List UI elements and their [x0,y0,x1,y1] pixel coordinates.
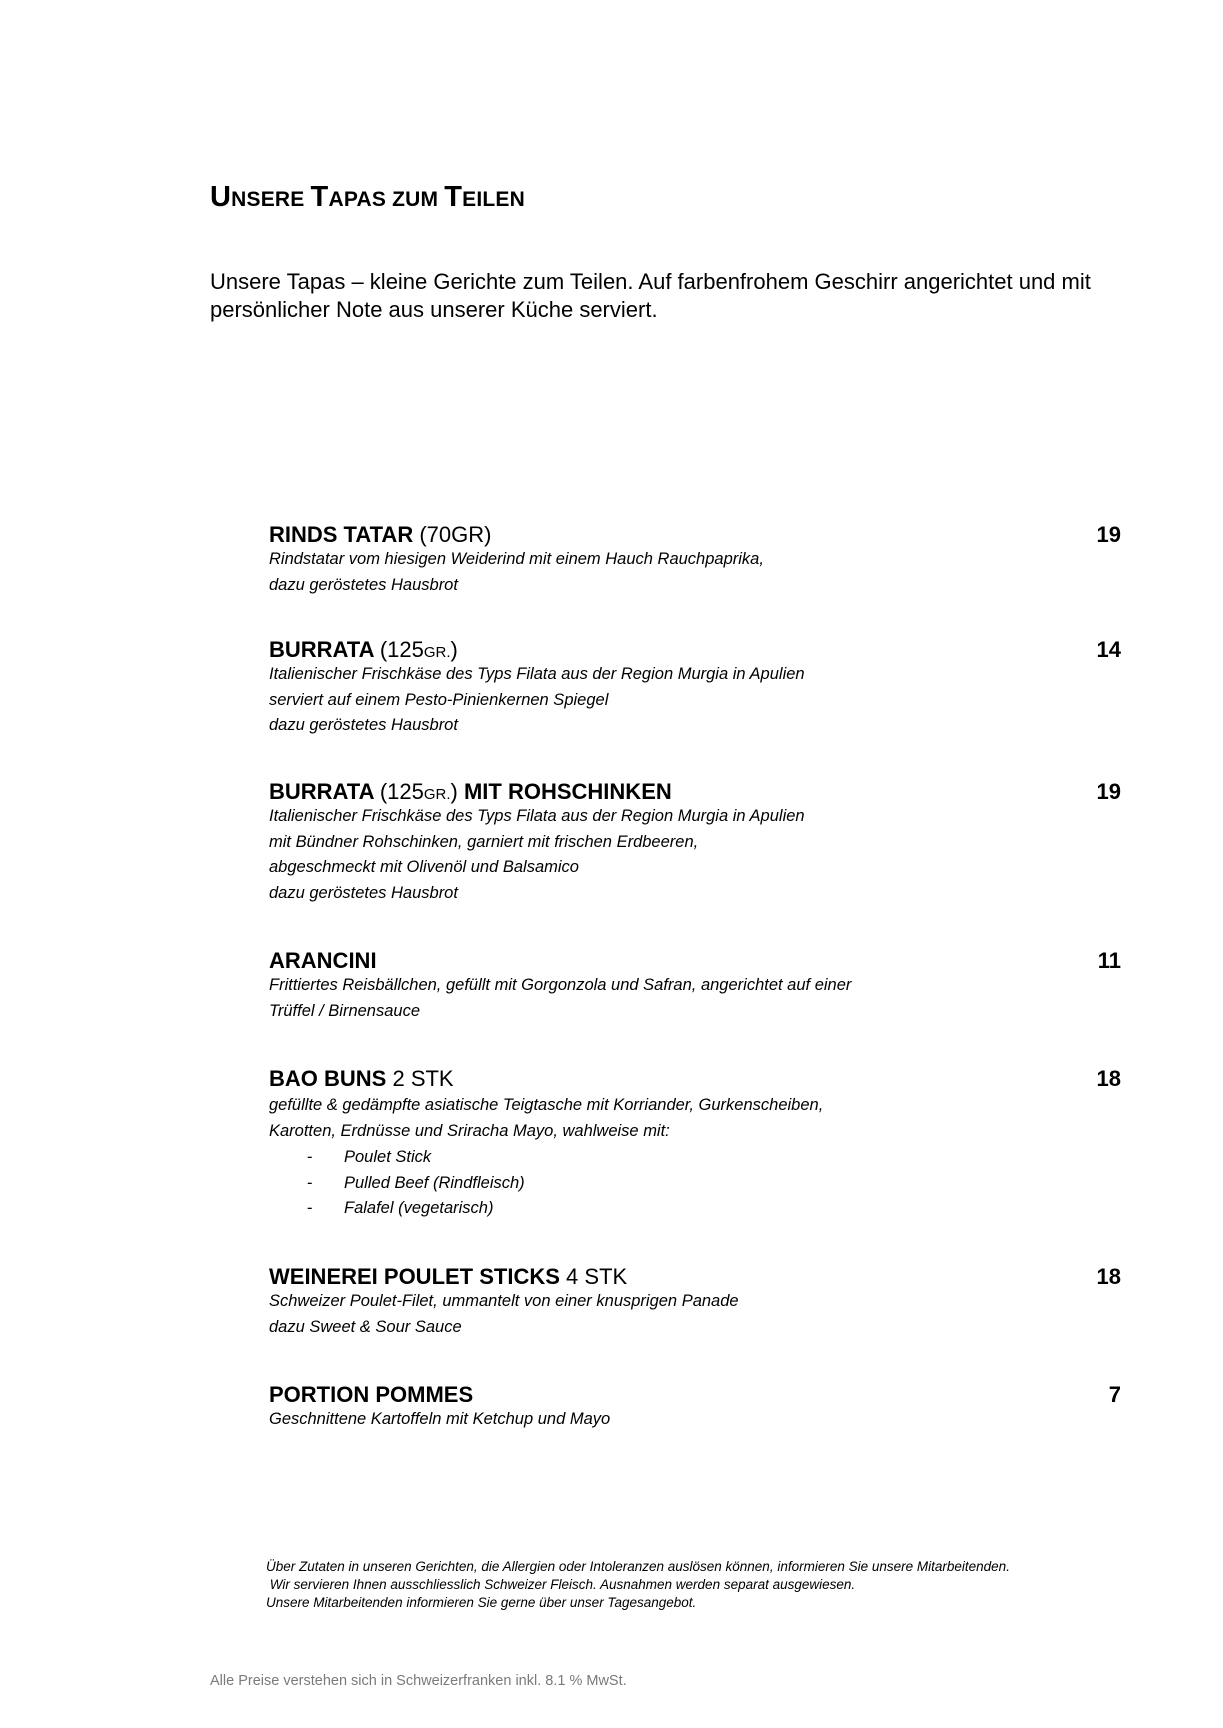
item-name: RINDS TATAR (70GR) [269,522,492,547]
menu-item [269,946,1121,1024]
menu-item [269,1262,1121,1340]
item-price: 14 [1096,637,1121,662]
menu-item [269,520,1121,598]
item-description: Schweizer Poulet-Filet, ummantelt von einer knusprigen Panade dazu Sweet & Sour Sauce [269,1292,739,1336]
menu-item [269,635,1121,739]
item-description: Geschnittene Kartoffeln mit Ketchup und Mayo [269,1410,611,1428]
menu-item [269,1064,1121,1222]
item-name: ARANCINI [269,948,377,973]
intro-text: Unsere Tapas – kleine Gerichte zum Teilen. Auf farbenfrohem Geschirr angerichtet und mit persönlicher Note aus unserer Küche serviert. [210,269,1091,322]
menu-item [269,777,1121,906]
allergen-notes: Über Zutaten in unseren Gerichten, die Allergien oder Intoleranzen auslösen können, informieren Sie unsere Mitarbeitenden. Wir servieren Ihnen ausschliesslich Schweizer Fleisch. Ausnahmen werden separat ausgewiesen. Unsere Mitarbeitenden informieren Sie gerne über unser Tagesangebot. [266,1559,1010,1610]
list-item: - Falafel (vegetarisch) [307,1199,494,1217]
item-price: 18 [1096,1066,1121,1091]
item-price: 19 [1096,522,1121,547]
item-price: 11 [1097,948,1121,973]
item-options [269,1145,1121,1222]
price-footnote: Alle Preise verstehen sich in Schweizerfranken inkl. 8.1 % MwSt. [210,1673,627,1689]
list-item: - Poulet Stick [307,1148,432,1166]
section-title: UNSERE TAPAS ZUM TEILEN [210,181,525,213]
item-price: 19 [1096,779,1121,804]
menu-item [269,1380,1121,1433]
item-name: PORTION POMMES [269,1382,474,1407]
item-name: BURRATA (125GR.) MIT ROHSCHINKEN [269,779,672,804]
item-description: Rindstatar vom hiesigen Weiderind mit einem Hauch Rauchpaprika, dazu geröstetes Hausbrot [269,550,764,594]
item-price: 18 [1096,1264,1121,1289]
item-name: BURRATA (125GR.) [269,637,458,662]
item-name: BAO BUNS 2 STK [269,1066,454,1091]
item-description: Italienischer Frischkäse des Typs Filata aus der Region Murgia in Apulien serviert auf einem Pesto-Pinienkernen Spiegel dazu geröstetes Hausbrot [269,665,805,734]
item-price: 7 [1108,1382,1121,1407]
item-description: gefüllte & gedämpfte asiatische Teigtasche mit Korriander, Gurkenscheiben, Karotten, Erdnüsse und Sriracha Mayo, wahlweise mit: [269,1096,824,1140]
list-item: - Pulled Beef (Rindfleisch) [307,1173,525,1192]
item-description: Frittiertes Reisbällchen, gefüllt mit Gorgonzola und Safran, angerichtet auf einer Trüffel / Birnensauce [269,976,852,1020]
item-name: WEINEREI POULET STICKS 4 STK [269,1264,628,1289]
item-description: Italienischer Frischkäse des Typs Filata aus der Region Murgia in Apulien mit Bündner Rohschinken, garniert mit frischen Erdbeeren, abgeschmeckt mit Olivenöl und Balsamico dazu geröstetes Hausbrot [269,807,805,902]
